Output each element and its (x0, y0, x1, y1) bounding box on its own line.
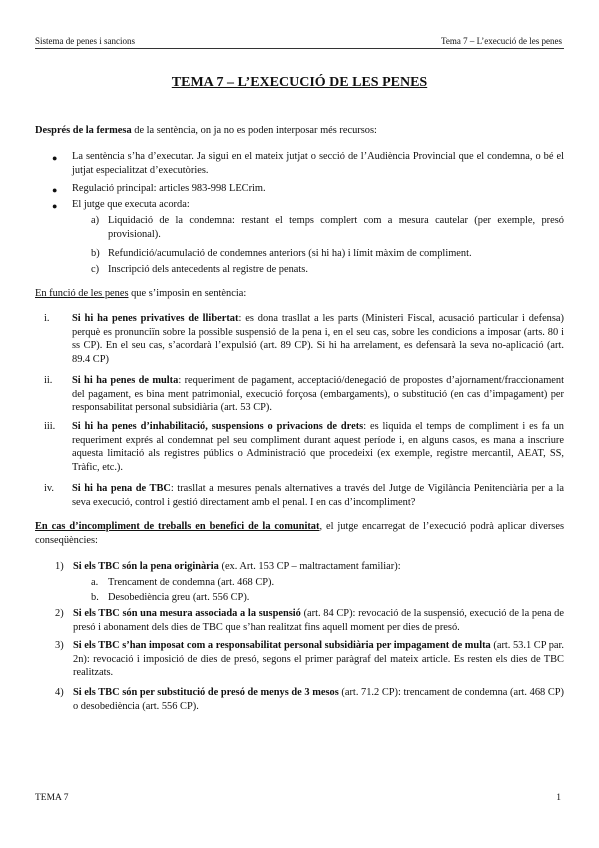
roman-item-rest: : es dona trasllat a les parts (Ministeri Fiscal, acusació particular i defensa) perquè es pronunciïn sobre la possible suspensió de la pena i, en el seu cas, sobre les condicions a imposar (arts. 80 i ss CP). En el seu cas, s’acordarà l’expulsió (art. 89 CP). Si hi ha arrelament, es defensarà la seva no-aplicació (art. 89.4 CP) (72, 313, 564, 365)
numbered-item-rest: (art. 53.1 CP par. 2n): revocació i imposició de dies de presó, segons el primer paràgraf del mateix article. Es resten els dies de TBC realitzats. (73, 640, 564, 679)
roman-item-text (72, 482, 564, 509)
roman-marker: i. (44, 313, 50, 324)
footer-left: TEMA 7 (35, 793, 69, 803)
roman-item-rest: : es liquida el temps de compliment i es fa un requeriment exprés al condemnat pel seu compliment durant aquest període i, en alguns casos, es mana a inscriure aquesta limitació als registres públics o Administració que procedeixi (ex exemple, registre mercantil, AEAT, SS, Tràfic, etc.). (72, 421, 564, 473)
bullet-marker: ● (52, 201, 58, 211)
header-divider (35, 48, 564, 49)
bullet-item: Regulació principal: articles 983-998 LECrim. (72, 183, 266, 194)
bullet-marker: ● (52, 185, 58, 195)
roman-item-text (72, 312, 564, 366)
section-heading-penes (35, 287, 564, 301)
roman-item-bold: Si hi ha pena de TBC (72, 483, 171, 494)
intro-paragraph (35, 124, 564, 138)
section-heading-tbc (35, 520, 564, 547)
numbered-item-rest: (ex. Art. 153 CP – maltractament familiar): (218, 561, 401, 572)
numbered-item-bold: Si els TBC són per substitució de presó de menys de 3 mesos (73, 687, 339, 698)
sub-item-marker: b) (91, 248, 100, 259)
intro-text: de la sentència, on ja no es poden interposar més recursos: (131, 125, 377, 136)
roman-item-rest: : requeriment de pagament, acceptació/denegació de propostes d’ajornament/fraccionament del pagament, es bina ment patrimonial, execució forçosa (embargaments), o substitució (en cas d’impagament) per responsabilitat personal subsidiària (art. 53 CP). (72, 375, 564, 414)
numbered-item-text (73, 686, 564, 713)
bullet-marker: ● (52, 153, 58, 163)
roman-item-text (72, 420, 564, 474)
header-right: Tema 7 – L’execució de les penes (441, 36, 562, 46)
roman-item-bold: Si hi ha penes d’inhabilitació, suspensions o privacions de drets (72, 421, 364, 432)
bullet-item: El jutge que executa acorda: (72, 199, 190, 210)
roman-marker: iii. (44, 421, 56, 432)
sub-item-text: Liquidació de la condemna: restant el temps complert com a mesura cautelar (per exemple, presó provisional). (108, 215, 564, 240)
sub-item-marker: c) (91, 264, 100, 275)
numbered-item-text (73, 639, 564, 680)
section-heading-rest: que s’imposin en sentència: (128, 288, 247, 299)
numbered-marker: 2) (55, 608, 64, 619)
numbered-marker: 1) (55, 561, 64, 572)
numbered-item-bold: Si els TBC són la pena originària (73, 561, 219, 572)
sub-item-text: Desobediència greu (art. 556 CP). (108, 592, 250, 603)
sub-item-text: Inscripció dels antecedents al registre de penats. (108, 264, 308, 275)
sub-item-marker: b. (91, 592, 99, 603)
sub-item-text: Refundició/acumulació de condemnes anteriors (si hi ha) i límit màxim de compliment. (108, 248, 472, 259)
numbered-item-text (73, 560, 564, 574)
numbered-item-text (73, 607, 564, 634)
section-heading-rest: , el jutge encarregat de l’execució podrà aplicar diverses conseqüències: (35, 521, 564, 546)
section-heading-bold: En cas d’incompliment de treballs en benefici de la comunitat (35, 521, 320, 532)
numbered-item-bold: Si els TBC s’han imposat com a responsabilitat personal subsidiària per impagament de multa (73, 640, 491, 651)
page-title: TEMA 7 – L’EXECUCIÓ DE LES PENES (171, 75, 428, 90)
section-heading-underlined: En funció de les penes (35, 288, 129, 299)
page-number: 1 (556, 793, 561, 803)
header-left: Sistema de penes i sancions (35, 36, 135, 46)
sub-item-marker: a. (91, 577, 99, 588)
numbered-marker: 3) (55, 640, 64, 651)
sub-item-marker: a) (91, 215, 100, 226)
roman-marker: iv. (44, 483, 55, 494)
roman-item-text (72, 374, 564, 415)
intro-bold: Després de la fermesa (35, 125, 132, 136)
roman-item-bold: Si hi ha penes de multa (72, 375, 179, 386)
sub-item-text: Trencament de condemna (art. 468 CP). (108, 577, 275, 588)
numbered-marker: 4) (55, 687, 64, 698)
numbered-item-rest: (art. 71.2 CP): trencament de condemna (art. 468 CP) o desobediència (art. 556 CP). (73, 687, 564, 712)
bullet-item: La sentència s’ha d’executar. Ja sigui en el mateix jutjat o secció de l’Audiència Provincial que el condemna, o bé el jutjat especialitzat d’executòries. (72, 151, 564, 176)
numbered-item-bold: Si els TBC són una mesura associada a la suspensió (73, 608, 301, 619)
roman-item-rest: : trasllat a mesures penals alternatives a través del Jutge de Vigilància Penitenciària per a la seva execució, control i gestió directament amb el penal. I en cas d’incompliment? (72, 483, 565, 508)
numbered-item-rest: (art. 84 CP): revocació de la suspensió, execució de la pena de presó i abonament dels dies de TBC que s’han realitzat fins aquell moment per dies de presó. (73, 608, 564, 633)
roman-marker: ii. (44, 375, 53, 386)
roman-item-bold: Si hi ha penes privatives de llibertat (72, 313, 239, 324)
